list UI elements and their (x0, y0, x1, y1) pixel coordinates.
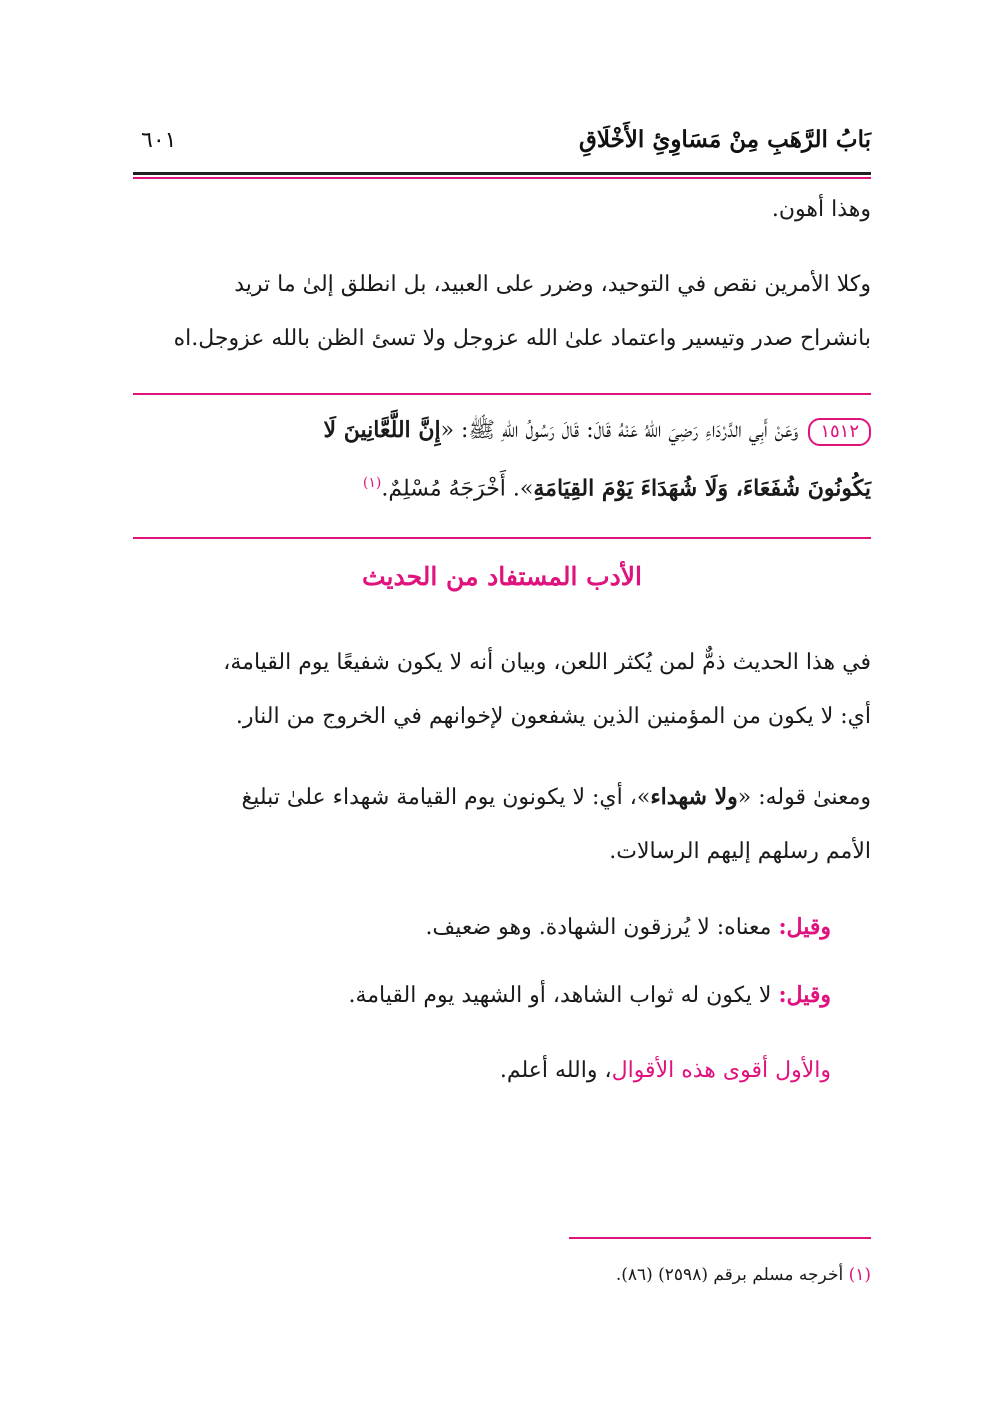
body-paragraph-1 (133, 636, 871, 744)
conclusion (133, 1044, 871, 1098)
opinion-label: وقيل: (778, 914, 831, 940)
footnote-separator (569, 1237, 871, 1239)
hadith-text: ». أَخْرَجَهُ مُسْلِمٌ. (381, 476, 534, 502)
conclusion-line (133, 1044, 831, 1098)
hadith-line-1 (133, 404, 871, 457)
intro-paragraph-2 (133, 258, 871, 366)
quoted-phrase: ولا شهداء (650, 784, 738, 810)
hadith-text: وَعَنْ أَبِي الدَّرْدَاءِ رَضِيَ اللهُ عَنْهُ قَالَ: قَالَ رَسُولُ اللهِ ﷺ: « (440, 418, 799, 443)
header-rule (133, 172, 871, 175)
footnote-reference: (١) (362, 475, 382, 491)
conclusion-highlight: والأول أقوى هذه الأقوال (611, 1058, 831, 1083)
hadith-quote-bold: إِنَّ اللَّعَّانِينَ لَا (323, 417, 441, 443)
body-paragraph-2 (133, 770, 871, 879)
opinion-line (133, 968, 831, 1023)
body-line (133, 770, 871, 825)
opinion-label: وقيل: (778, 982, 831, 1008)
hadith-line-2 (133, 457, 871, 515)
intro-paragraph-1 (133, 183, 871, 237)
header-accent-rule (133, 177, 871, 179)
page-number: ٦٠١ (141, 128, 177, 153)
section-heading: الأدب المستفاد من الحديث (362, 562, 642, 591)
running-header (133, 124, 871, 164)
hadith-block (133, 404, 871, 515)
hadith-quote-bold: يَكُونُونَ شُفَعَاءَ، وَلَا شُهَدَاءَ يَوْمَ القِيَامَةِ (533, 475, 871, 502)
opinion-line (133, 900, 831, 955)
intro-line: وكلا الأمرين نقص في التوحيد، وضرر على العبيد، بل انطلق إلىٰ ما تريد (234, 272, 871, 297)
footnote-text: أخرجه مسلم برقم (٢٥٩٨) (٨٦). (615, 1265, 849, 1285)
hadith-top-rule (133, 393, 871, 395)
intro-line: وهذا أهون. (771, 197, 871, 222)
footnote-number: (١) (848, 1265, 871, 1285)
opinion-text: معناه: لا يُرزقون الشهادة. وهو ضعيف. (425, 915, 779, 940)
hadith-bottom-rule (133, 537, 871, 539)
opinion-2 (133, 968, 871, 1023)
body-line: في هذا الحديث ذمٌّ لمن يُكثر اللعن، وبيان أنه لا يكون شفيعًا يوم القيامة، (223, 650, 871, 675)
body-text: ومعنىٰ قوله: « (737, 785, 871, 810)
hadith-number-badge: ١٥١٢ (808, 418, 871, 446)
intro-line: بانشراح صدر وتيسير واعتماد علىٰ الله عزوجل ولا تسئ الظن بالله عزوجل.اه (173, 326, 871, 351)
body-line: أي: لا يكون من المؤمنين الذين يشفعون لإخوانهم في الخروج من النار. (235, 704, 871, 729)
footnote (133, 1262, 871, 1288)
opinion-1 (133, 900, 871, 955)
body-line: الأمم رسلهم إليهم الرسالات. (609, 839, 871, 864)
conclusion-text: ، والله أعلم. (499, 1058, 612, 1083)
body-text: »، أي: لا يكونون يوم القيامة شهداء علىٰ تبليغ (241, 785, 651, 810)
chapter-title: بَابُ الرَّهَبِ مِنْ مَسَاوِئِ الأَخْلَاقِ (579, 126, 871, 153)
opinion-text: لا يكون له ثواب الشاهد، أو الشهيد يوم القيامة. (348, 983, 779, 1008)
